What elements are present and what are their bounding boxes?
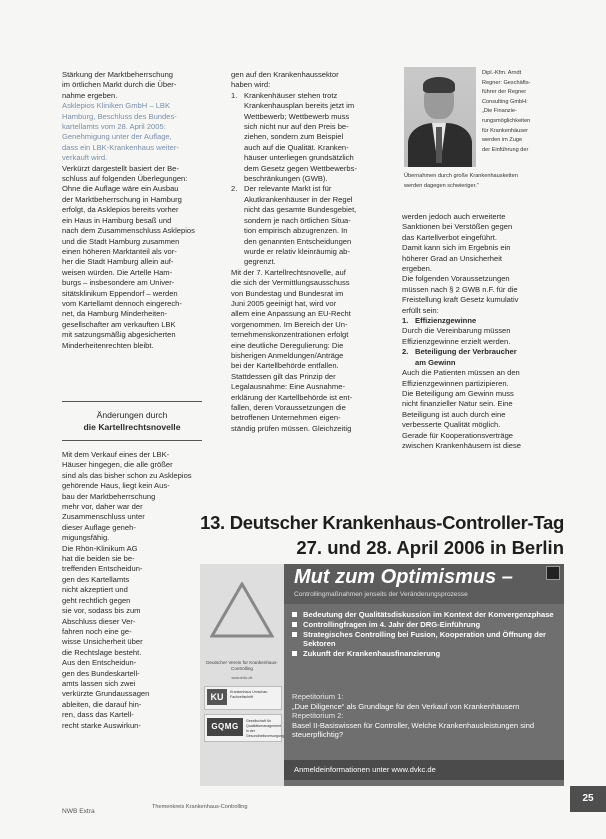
col1b-line: gehörende Haus, liegt kein Aus- [62, 481, 170, 491]
col1b-line: sind als das bisher schon zu Asklepios [62, 470, 192, 480]
footer-publication: NWB Extra [62, 808, 95, 815]
bullet-icon [292, 622, 297, 627]
list-heading-label: Effizienzgewinne [415, 316, 477, 326]
col1-highlight-line: Genehmigung unter der Auflage, [62, 132, 172, 142]
col2-intro-line: gen auf den Krankenhaussektor [231, 70, 339, 79]
col1b-line: dieser Auflage geneh- [62, 522, 136, 532]
col1-body-line: vom Kartellamt dennoch eingerech- [62, 298, 182, 308]
col3-body-line: werden jedoch auch erweiterte [402, 212, 506, 221]
list-item-line: ziehen, sondern zum Beispiel [244, 132, 344, 142]
col3-body-line: Freistellung kraft Gesetz kumulativ [402, 295, 519, 305]
section-heading [62, 409, 202, 433]
col2-body-line: Mit der 7. Kartellrechtsnovelle, auf [231, 267, 346, 277]
bullet-icon [292, 632, 297, 637]
ad-organizer: Deutscher Verein für Krankenhaus-Controlling [206, 660, 278, 671]
list-item-line: häuser unterliegen grundsätzlich [244, 153, 354, 163]
col1b-line: ren, dass das Kartell- [62, 710, 134, 720]
col1-body-line: sitätsklinikum Eppendorf – werden [62, 288, 178, 298]
gqmg-logo [204, 714, 285, 742]
caption-line: Dipl.-Kfm. Arndt [482, 70, 522, 76]
col1b-line: wisse Unsicherheit über [62, 637, 143, 647]
ad-banner [284, 564, 564, 604]
gqmg-logo-mark: GQMG [207, 718, 243, 736]
triangle-logo-icon [210, 582, 274, 638]
caption-line: für Krankenhäuser [482, 127, 529, 134]
repetitorium-text: „Due Diligence“ als Grundlage für den Verkauf von Krankenhäusern [292, 701, 520, 711]
col1-body-line: gesellschafter am verkauften LBK [62, 319, 176, 329]
list-item-line: Wettbewerb; Wettbewerb muss [244, 111, 350, 121]
col2-body-line: fallen, deren Voraussetzungen die [231, 403, 346, 412]
section-heading-line: Änderungen durch [96, 410, 168, 420]
col1b-line: Mit dem Verkauf eines der LBK- [62, 450, 170, 459]
col3-body-line: erfüllt sein: [402, 305, 439, 315]
col3-list-line: Durch die Vereinbarung müssen [402, 326, 511, 336]
list-item-line: wurde er relativ kleinräumig ab- [244, 246, 350, 256]
col2-body-line: Juni 2005 geeinigt hat, wird vor [231, 298, 337, 308]
footer-series: Themenkreis Krankenhaus-Controlling [152, 804, 248, 810]
col2-body-line: bisherigen Anmeldungen/Anträge [231, 350, 344, 360]
col1-body-line: ein Haus in Hamburg besaß und [62, 215, 172, 225]
list-item-line: Krankenhäuser stehen trotz [244, 90, 338, 100]
section-divider [62, 440, 202, 441]
col1-highlight-line: dass ein LBK-Krankenhaus weiter- [62, 142, 179, 152]
col3-body-line: Die folgenden Voraussetzungen [402, 274, 510, 284]
col1-line: Stärkung der Marktbeherrschung [62, 70, 174, 79]
bullet-icon [292, 651, 297, 656]
ad-topic-list [292, 610, 558, 659]
col3-body-line: ergeben. [402, 264, 432, 274]
repetitorium-label: Repetitorium 2: [292, 711, 344, 721]
col1b-line: Aus den Entscheidun- [62, 658, 137, 668]
list-item-line: sich nicht nur auf den Preis be- [244, 122, 349, 132]
col1-line: nahme ergeben. [62, 90, 118, 100]
col2-body-line: allem eine Anpassung an EU-Recht [231, 309, 351, 319]
ad-topic: Strategisches Controlling bei Fusion, Kooperation und Öffnung der Sektoren [292, 630, 558, 650]
col1b-line: recht starke Auswirkun- [62, 720, 141, 730]
col2-body-line: eine deutliche Deregulierung: Die [231, 340, 344, 350]
col2-body-line: bei der Kartellbehörde entfallen. [231, 361, 339, 371]
col1-body-line: net, da Hamburg Minderheiten- [62, 309, 168, 319]
col3-body-line: höherer Grad an Unsicherheit [402, 253, 503, 263]
caption-line: werden dagegen schwieriger.“ [404, 182, 479, 189]
col1b-line: verkürzte Grundaussagen [62, 689, 150, 699]
gqmg-logo-text: Gesellschaft für Qualitätsmanagement in der Gesundheitsversorgung [246, 719, 285, 738]
col1b-line: nicht akzeptiert und [62, 585, 128, 595]
col3-list-line: verbesserte Qualität möglich. [402, 420, 501, 430]
col3-list-line: Effizienzgewinne erzielt werden. [402, 336, 511, 346]
column-2 [231, 70, 377, 434]
col1b-line: amts lassen sich zwei [62, 678, 136, 688]
ad-topic: Bedeutung der Qualitätsdiskussion im Kontext der Konvergenzphase [292, 610, 558, 620]
list-item-line: gegrenzt. [244, 257, 276, 267]
ad-topic: Controllingfragen im 4. Jahr der DRG-Einführung [292, 620, 558, 630]
col3-list-line: nicht finanzieller Natur sein. Eine [402, 399, 513, 409]
col1b-line: hat die beiden sie be- [62, 554, 135, 564]
caption-line: rungsmöglichkeiten [482, 117, 531, 124]
list-item-line: beschränkungen (GWB). [244, 174, 328, 184]
list-item-line: den genannten Entscheidungen [244, 236, 352, 246]
page-number: 25 [570, 786, 606, 812]
list-number: 1. [402, 316, 409, 326]
portrait-hair [423, 77, 455, 93]
ad-registration-info: Anmeldeinformationen unter www.dvkc.de [294, 765, 436, 774]
col2-body-line: Legalausnahme: Eine Ausnahme- [231, 382, 345, 392]
column-1 [62, 70, 202, 351]
col2-body-line: betroffenen Unternehmen eigen- [231, 413, 341, 423]
col2-intro-line: haben wird: [231, 80, 271, 90]
col2-body-line: erklärung der Kartellbehörde ist ent- [231, 392, 353, 402]
list-heading-label: Beteiligung der Verbraucher [415, 347, 517, 357]
ad-topic: Zukunft der Krankenhausfinanzierung [292, 649, 558, 659]
list-item-line: tion empirisch abzugrenzen. In [244, 226, 348, 236]
portrait-caption-end [404, 172, 554, 191]
col3-list-line: Effizienzgewinnen partizipieren. [402, 378, 509, 388]
col1b-line: sie vor, sodass bis zum [62, 606, 141, 616]
col3-body-line: müssen nach § 2 GWB n.F. für die [402, 284, 518, 294]
list-item-line: nicht das gesamte Bundesgebiet, [244, 205, 357, 215]
col1b-line: Abschluss dieser Ver- [62, 616, 136, 626]
list-item-line: Akutkrankenhäuser in der Regel [244, 194, 353, 204]
col1-body-line: weisen würden. Die Artelle Ham- [62, 267, 173, 277]
list-item-line: Krankenhausplan bereits jetzt im [244, 101, 355, 111]
ku-logo-mark: KU [207, 689, 227, 705]
repetitorium-text: Basel II-Basiswissen für Controller, Welche Krankenhausleistungen sind steuerpflichtig? [292, 720, 535, 740]
col1-body-line: Minderheitenrechten bleibt. [62, 340, 154, 350]
col1b-line: fahren noch eine ge- [62, 626, 132, 636]
col1-body-line: und die Stadt Hamburg zusammen [62, 236, 180, 246]
ku-logo-text: Krankenhaus Umschau Fachzeitschrift [230, 690, 268, 699]
ad-title: 13. Deutscher Krankenhaus-Controller-Tag [200, 512, 564, 533]
col1b-line: mehr vor, daher war der [62, 502, 143, 512]
ad-date: 27. und 28. April 2006 in Berlin [296, 537, 564, 558]
caption-line: „Die Finanzie- [482, 108, 517, 115]
col2-body-line: von Bundestag und Bundesrat im [231, 288, 344, 298]
square-icon [546, 566, 560, 580]
col1-body-line: Ohne die Auflage wäre ein Ausbau [62, 184, 179, 194]
list-number: 1. [231, 90, 238, 100]
col1-line: im örtlichen Markt durch die Über- [62, 80, 177, 90]
col1b-line: Die Rhön-Klinikum AG [62, 543, 138, 553]
list-item-line: Der relevante Markt ist für [244, 184, 332, 194]
col1-body-line: Verkürzt dargestellt basiert der Be- [62, 163, 179, 173]
col3-list-line: zwischen Krankenhäusern ist diese [402, 440, 522, 450]
col1b-line: bau der Marktbeherrschung [62, 491, 156, 501]
ad-main-panel [284, 564, 564, 786]
col1-body-line: einen höheren Marktanteil als vor- [62, 246, 177, 256]
col2-body-line: ständig prüfen müssen. Gleichzeitig [231, 423, 352, 433]
col3-list-line: Auch die Patienten müssen an den [402, 368, 520, 378]
list-number: 2. [231, 184, 238, 194]
repetitorium-label: Repetitorium 1: [292, 692, 344, 701]
col1-body-line: der Marktbeherrschung in Hamburg [62, 194, 182, 204]
author-portrait [404, 67, 476, 167]
col3-list-heading [402, 347, 550, 357]
col1-highlight-line: kartellamts vom 28. April 2005: [62, 122, 166, 132]
col1-highlight-line: Asklepios Kliniken GmbH – LBK [62, 101, 171, 111]
ad-sidebar [200, 564, 284, 786]
ad-footer [284, 760, 564, 780]
col1-body-line: burgs – insbesondere am Univer- [62, 278, 175, 288]
col2-list-item [231, 184, 377, 267]
col3-body-line: Sanktionen bei Verstößen gegen [402, 222, 513, 232]
col3-list-heading [402, 316, 550, 326]
list-number: 2. [402, 347, 409, 357]
list-item-line: auch auf die Qualität. Kranken- [244, 142, 349, 152]
col1b-line: gen des Kartellamts [62, 574, 130, 584]
col3-list-line: Beteiligung ist auch durch eine [402, 409, 506, 419]
ku-logo [204, 686, 282, 710]
caption-line: Regner: Geschäfts- [482, 79, 531, 86]
portrait-tie [436, 127, 442, 163]
col2-list-item [231, 91, 377, 185]
col1b-line: treffenden Entscheidun- [62, 564, 143, 574]
col1-body-line: nach dem Zusammenschluss Asklepios [62, 226, 195, 236]
col1-body-line: mit satzungsmäßig abgesicherten [62, 330, 176, 340]
col2-body-line: die sich der Vermittlungsausschuss [231, 278, 350, 288]
caption-line: der Einführung der [482, 146, 529, 153]
col1-body-line: schluss auf folgenden Überlegungen: [62, 174, 188, 184]
col2-body-line: Stattdessen gilt das Prinzip der [231, 371, 336, 381]
col3-body-line: das Kartellverbot eingeführt. [402, 232, 497, 242]
col3-list-line: Gerade für Kooperationsverträge [402, 430, 514, 440]
caption-line: führer der Regner [482, 89, 527, 96]
ad-repetitorien [292, 692, 558, 740]
list-heading-label: am Gewinn [415, 357, 456, 367]
section-heading-line: die Kartellrechtsnovelle [83, 422, 181, 432]
col1-body-line: her die Stadt Hamburg allein auf- [62, 257, 174, 267]
col1b-line: Häuser hingegen, die alle größer [62, 460, 173, 470]
col1b-line: migungsfähig. [62, 533, 110, 543]
col1b-line: Zusammenschluss unter [62, 512, 145, 522]
col1b-line: ableiten, die darauf hin- [62, 699, 142, 709]
portrait-caption [482, 69, 556, 155]
ad-slogan: Mut zum Optimismus – [294, 566, 513, 588]
col1-highlight-line: Hamburg, Beschluss des Bundes- [62, 111, 177, 121]
col1-body-line: erfolgt, da Asklepios bereits vorher [62, 205, 179, 215]
list-item-line: dem Gesetz gegen Wettbewerbs- [244, 163, 357, 173]
bullet-icon [292, 612, 297, 617]
caption-line: Consulting GmbH: [482, 98, 528, 105]
col1b-line: geht rechtlich gegen [62, 595, 131, 605]
section-divider [62, 401, 202, 402]
col1b-line: die Rechtslage besteht. [62, 647, 142, 657]
col3-body-line: Damit kann sich im Ergebnis ein [402, 243, 511, 253]
column-3 [402, 212, 550, 451]
column-1-continued [62, 450, 202, 731]
list-item-line: sondern je nach örtlichen Situa- [244, 215, 351, 225]
col2-body-line: vorgenommen. Im Bereich der Un- [231, 319, 348, 329]
ad-subslogan: Controllingmaßnahmen jenseits der Veränderungsprozesse [294, 591, 468, 598]
event-advertisement [200, 508, 564, 786]
col1b-line: gen des Bundeskartell- [62, 668, 140, 678]
caption-line: werden im Zuge [482, 137, 523, 144]
col1-highlight-line: verkauft wird. [62, 153, 108, 163]
ad-organizer-web: www.dvkc.de [231, 676, 253, 680]
col3-list-line: Die Beteiligung am Gewinn muss [402, 388, 514, 398]
caption-line: Übernahmen durch große Krankenhausketten [404, 173, 518, 179]
col2-body-line: ternehmenskonzentrationen erfolgt [231, 330, 349, 340]
